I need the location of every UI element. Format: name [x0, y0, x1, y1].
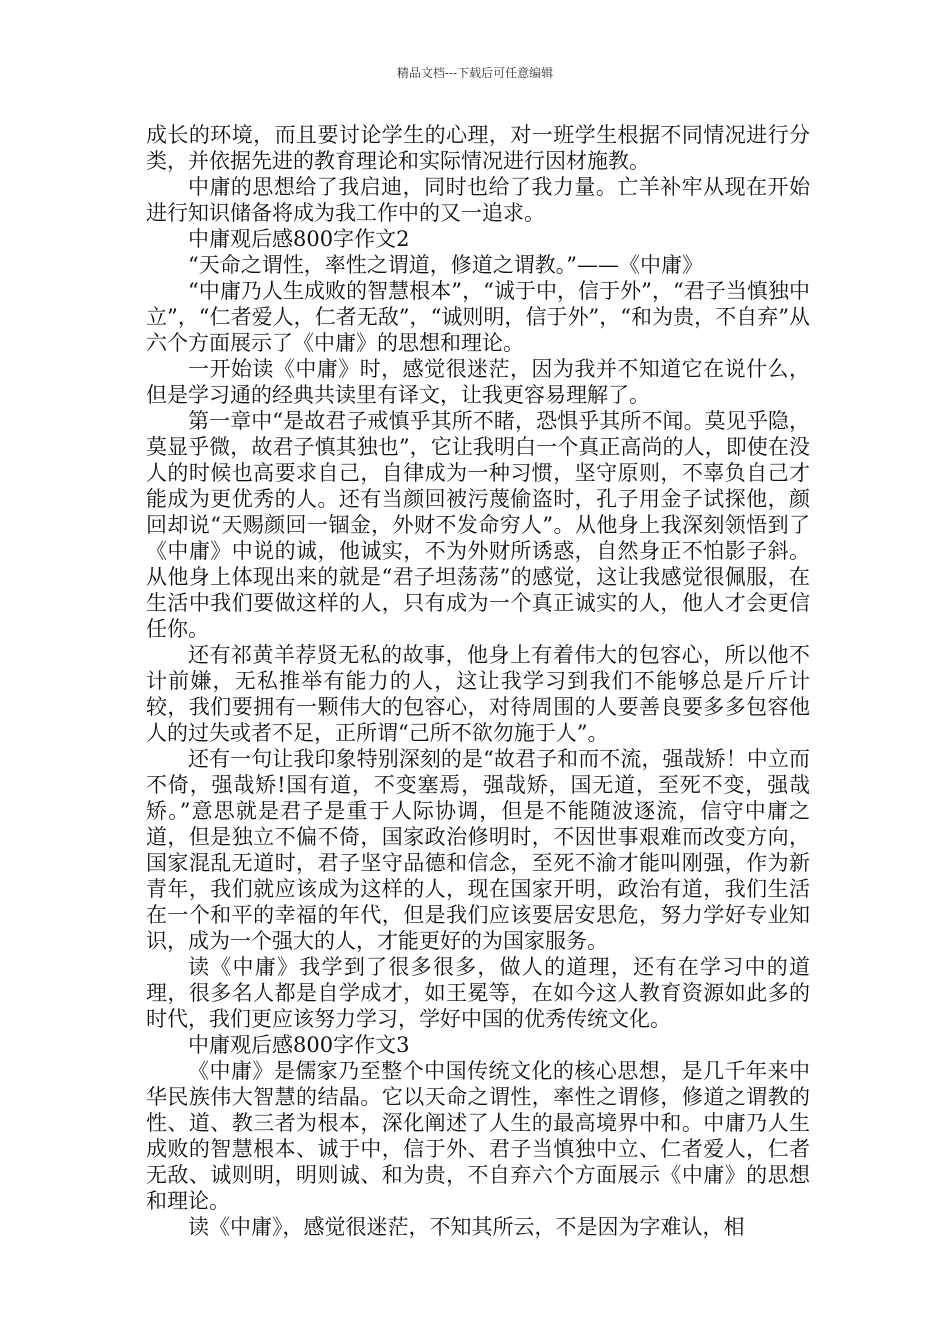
page-header: 精品文档---下载后可任意编辑	[396, 66, 554, 80]
paragraph: “中庸乃人生成败的智慧根本”，“诚于中，信于外”，“君子当慎独中立”，“仁者爱人，仁者无敌”，“诚则明，信于外”，“和为贵，不自弃”从六个方面展示了《中庸》的思想和理论。	[146, 279, 810, 355]
paragraph: 还有一句让我印象特别深刻的是“故君子和而不流，强哉矫！中立而不倚，强哉矫!国有道，不变塞焉，强哉矫，国无道，至死不变，强哉矫。”意思就是君子是重于人际协调，但是不能随波逐流，信守中庸之道，但是独立不偏不倚，国家政治修明时，不因世事艰难而改变方向，国家混乱无道时，君子坚守品德和信念，至死不渝才能叫刚强，作为新青年，我们就应该成为这样的人，现在国家开明，政治有道，我们生活在一个和平的幸福的年代，但是我们应该要居安思危，努力学好专业知识，成为一个强大的人，才能更好的为国家服务。	[146, 747, 810, 953]
paragraph: 第一章中“是故君子戒慎乎其所不睹，恐惧乎其所不闻。莫见乎隐，莫显乎微，故君子慎其独也”，它让我明白一个真正高尚的人，即使在没人的时候也高要求自己，自律成为一种习惯，坚守原则，不辜负自己才能成为更优秀的人。还有当颜回被污蔑偷盗时，孔子用金子试探他，颜回却说“天赐颜回一锢金，外财不发命穷人”。从他身上我深刻领悟到了《中庸》中说的诚，他诚实，不为外财所诱惑，自然身正不怕影子斜。从他身上体现出来的就是“君子坦荡荡”的感觉，这让我感觉很佩服，在生活中我们要做这样的人，只有成为一个真正诚实的人，他人才会更信任你。	[146, 409, 810, 641]
section-title: 中庸观后感800字作文2	[188, 227, 410, 251]
paragraph: 《中庸》是儒家乃至整个中国传统文化的核心思想，是几千年来中华民族伟大智慧的结晶。它以天命之谓性，率性之谓修，修道之谓教的性、道、教三者为根本，深化阐述了人生的最高境界中和。中庸乃人生成败的智慧根本、诚于中，信于外、君子当慎独中立、仁者爱人，仁者无敌、诚则明，明则诚、和为贵，不自弃六个方面展示《中庸》的思想和理论。	[146, 1059, 810, 1213]
paragraph: “天命之谓性，率性之谓道，修道之谓教。”——《中庸》	[188, 253, 703, 277]
paragraph: 成长的环境，而且要讨论学生的心理，对一班学生根据不同情况进行分类，并依据先进的教育理论和实际情况进行因材施教。	[146, 123, 810, 173]
paragraph: 读《中庸》我学到了很多很多，做人的道理，还有在学习中的道理，很多名人都是自学成才，如王冕等，在如今这人教育资源如此多的时代，我们更应该努力学习，学好中国的优秀传统文化。	[146, 955, 810, 1031]
document-body	[146, 122, 810, 1240]
paragraph: 读《中庸》，感觉很迷茫，不知其所云，不是因为字难认，相	[188, 1215, 745, 1239]
section-title: 中庸观后感800字作文3	[188, 1033, 410, 1057]
paragraph: 中庸的思想给了我启迪，同时也给了我力量。亡羊补牢从现在开始进行知识储备将成为我工作中的又一追求。	[146, 175, 810, 225]
paragraph: 还有祁黄羊荐贤无私的故事，他身上有着伟大的包容心，所以他不计前嫌，无私推举有能力的人，这让我学习到我们不能够总是斤斤计较，我们要拥有一颗伟大的包容心，对待周围的人要善良要多多包容他人的过失或者不足，正所谓“己所不欲勿施于人”。	[146, 643, 810, 745]
paragraph: 一开始读《中庸》时，感觉很迷茫，因为我并不知道它在说什么，但是学习通的经典共读里有译文，让我更容易理解了。	[146, 357, 810, 407]
